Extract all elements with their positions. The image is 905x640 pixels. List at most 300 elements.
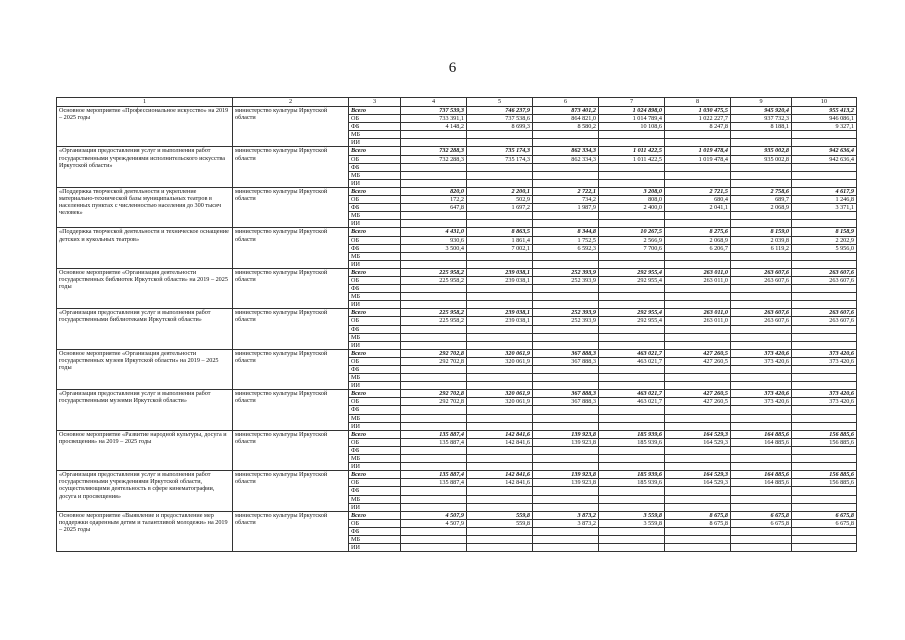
- amount-cell: [599, 455, 665, 463]
- amount-cell: 1 246,8: [792, 196, 857, 204]
- amount-cell: 7 700,6: [599, 244, 665, 252]
- amount-cell: 9 327,1: [792, 123, 857, 131]
- amount-cell: [467, 325, 533, 333]
- amount-cell: [792, 495, 857, 503]
- funding-source: Всего: [349, 147, 401, 155]
- column-header-5: 5: [467, 98, 533, 107]
- amount-cell: 252 393,9: [533, 309, 599, 317]
- amount-cell: 427 260,5: [665, 390, 731, 398]
- funding-source: МБ: [349, 252, 401, 260]
- amount-cell: [401, 382, 467, 390]
- funding-source: МБ: [349, 455, 401, 463]
- amount-cell: 263 011,0: [665, 317, 731, 325]
- amount-cell: [665, 446, 731, 454]
- amount-cell: [792, 139, 857, 147]
- amount-cell: 647,8: [401, 204, 467, 212]
- amount-cell: 135 887,4: [401, 430, 467, 438]
- amount-cell: 156 885,6: [792, 471, 857, 479]
- amount-cell: 864 821,0: [533, 115, 599, 123]
- amount-cell: 10 108,6: [599, 123, 665, 131]
- amount-cell: 3 559,8: [599, 519, 665, 527]
- amount-cell: 263 607,6: [792, 268, 857, 276]
- funding-source: ИИ: [349, 503, 401, 511]
- amount-cell: [731, 487, 792, 495]
- funding-source: ИИ: [349, 139, 401, 147]
- amount-cell: [665, 171, 731, 179]
- amount-cell: [467, 139, 533, 147]
- amount-cell: [599, 139, 665, 147]
- amount-cell: [401, 171, 467, 179]
- amount-cell: [731, 252, 792, 260]
- funding-source: Всего: [349, 349, 401, 357]
- amount-cell: [401, 414, 467, 422]
- amount-cell: 1 024 898,0: [599, 107, 665, 115]
- column-header-6: 6: [533, 98, 599, 107]
- amount-cell: [792, 503, 857, 511]
- funding-source: ИИ: [349, 260, 401, 268]
- amount-cell: 156 885,6: [792, 438, 857, 446]
- amount-cell: [731, 171, 792, 179]
- amount-cell: [467, 487, 533, 495]
- amount-cell: 263 011,0: [665, 276, 731, 284]
- executor-name: министерство культуры Иркутской области: [233, 430, 349, 470]
- amount-cell: [792, 455, 857, 463]
- amount-cell: 292 702,8: [401, 357, 467, 365]
- amount-cell: 8 675,8: [665, 519, 731, 527]
- amount-cell: [467, 171, 533, 179]
- amount-cell: 185 939,6: [599, 479, 665, 487]
- amount-cell: 292 702,8: [401, 398, 467, 406]
- amount-cell: 164 529,3: [665, 471, 731, 479]
- amount-cell: [599, 406, 665, 414]
- executor-name: министерство культуры Иркутской области: [233, 107, 349, 147]
- funding-source: Всего: [349, 107, 401, 115]
- column-header-3: 3: [349, 98, 401, 107]
- funding-source: ФБ: [349, 325, 401, 333]
- amount-cell: 2 202,9: [792, 236, 857, 244]
- amount-cell: 135 887,4: [401, 471, 467, 479]
- table-row: [57, 309, 857, 317]
- amount-cell: 6 675,8: [792, 519, 857, 527]
- amount-cell: [792, 366, 857, 374]
- amount-cell: [533, 463, 599, 471]
- amount-cell: [792, 163, 857, 171]
- funding-source: МБ: [349, 131, 401, 139]
- amount-cell: 1 011 422,5: [599, 147, 665, 155]
- amount-cell: [792, 252, 857, 260]
- amount-cell: [533, 212, 599, 220]
- funding-source: МБ: [349, 535, 401, 543]
- amount-cell: 252 393,9: [533, 317, 599, 325]
- amount-cell: 862 334,3: [533, 155, 599, 163]
- amount-cell: [401, 422, 467, 430]
- amount-cell: [401, 285, 467, 293]
- amount-cell: 156 885,6: [792, 430, 857, 438]
- amount-cell: 8 699,3: [467, 123, 533, 131]
- amount-cell: 862 334,3: [533, 147, 599, 155]
- amount-cell: [665, 163, 731, 171]
- amount-cell: [599, 503, 665, 511]
- amount-cell: [467, 374, 533, 382]
- amount-cell: 955 413,2: [792, 107, 857, 115]
- amount-cell: [599, 325, 665, 333]
- activity-name: «Поддержка творческой деятельности и техническое оснащение детских и кукольных театров»: [57, 228, 233, 268]
- table-row: [57, 187, 857, 195]
- amount-cell: [401, 495, 467, 503]
- funding-source: ОБ: [349, 479, 401, 487]
- amount-cell: 263 607,6: [731, 309, 792, 317]
- amount-cell: 292 702,8: [401, 349, 467, 357]
- amount-cell: [665, 455, 731, 463]
- amount-cell: 239 038,1: [467, 309, 533, 317]
- amount-cell: [731, 544, 792, 552]
- amount-cell: 2 722,1: [533, 187, 599, 195]
- amount-cell: 239 038,1: [467, 317, 533, 325]
- amount-cell: 225 958,2: [401, 309, 467, 317]
- amount-cell: 463 021,7: [599, 398, 665, 406]
- amount-cell: [792, 406, 857, 414]
- amount-cell: [792, 341, 857, 349]
- amount-cell: [731, 422, 792, 430]
- amount-cell: [533, 527, 599, 535]
- amount-cell: [533, 374, 599, 382]
- table-row: [57, 268, 857, 276]
- amount-cell: [731, 446, 792, 454]
- amount-cell: 292 955,4: [599, 309, 665, 317]
- amount-cell: [467, 455, 533, 463]
- amount-cell: [533, 422, 599, 430]
- amount-cell: [792, 446, 857, 454]
- amount-cell: [533, 179, 599, 187]
- amount-cell: [599, 463, 665, 471]
- amount-cell: 5 956,0: [792, 244, 857, 252]
- amount-cell: 2 068,9: [665, 236, 731, 244]
- amount-cell: 164 885,6: [731, 438, 792, 446]
- amount-cell: 8 158,9: [792, 228, 857, 236]
- amount-cell: [599, 487, 665, 495]
- amount-cell: 252 393,9: [533, 276, 599, 284]
- column-header-10: 10: [792, 98, 857, 107]
- amount-cell: 1 011 422,5: [599, 155, 665, 163]
- amount-cell: [467, 285, 533, 293]
- amount-cell: [665, 301, 731, 309]
- amount-cell: [599, 535, 665, 543]
- funding-source: ОБ: [349, 196, 401, 204]
- amount-cell: 945 920,4: [731, 107, 792, 115]
- amount-cell: [533, 446, 599, 454]
- amount-cell: 4 507,9: [401, 519, 467, 527]
- amount-cell: [533, 293, 599, 301]
- funding-source: ИИ: [349, 341, 401, 349]
- amount-cell: 1 030 475,5: [665, 107, 731, 115]
- amount-cell: 263 607,6: [792, 309, 857, 317]
- amount-cell: [533, 406, 599, 414]
- amount-cell: [401, 179, 467, 187]
- amount-cell: [467, 220, 533, 228]
- amount-cell: [665, 463, 731, 471]
- funding-source: ОБ: [349, 115, 401, 123]
- table-row: [57, 349, 857, 357]
- amount-cell: 946 086,1: [792, 115, 857, 123]
- amount-cell: 225 958,2: [401, 317, 467, 325]
- amount-cell: [599, 163, 665, 171]
- amount-cell: [599, 527, 665, 535]
- amount-cell: 463 021,7: [599, 390, 665, 398]
- amount-cell: [665, 131, 731, 139]
- amount-cell: [401, 301, 467, 309]
- funding-source: ФБ: [349, 406, 401, 414]
- amount-cell: [467, 341, 533, 349]
- amount-cell: 820,0: [401, 187, 467, 195]
- amount-cell: 2 758,6: [731, 187, 792, 195]
- amount-cell: [665, 374, 731, 382]
- amount-cell: [665, 220, 731, 228]
- funding-source: ОБ: [349, 276, 401, 284]
- funding-source: ОБ: [349, 236, 401, 244]
- funding-source: ИИ: [349, 463, 401, 471]
- amount-cell: 1 752,5: [533, 236, 599, 244]
- executor-name: министерство культуры Иркутской области: [233, 147, 349, 187]
- amount-cell: [792, 535, 857, 543]
- amount-cell: [467, 503, 533, 511]
- amount-cell: [599, 260, 665, 268]
- amount-cell: 2 041,1: [665, 204, 731, 212]
- amount-cell: [401, 446, 467, 454]
- amount-cell: [792, 285, 857, 293]
- amount-cell: [533, 163, 599, 171]
- amount-cell: [599, 220, 665, 228]
- amount-cell: 6 675,8: [731, 511, 792, 519]
- amount-cell: [792, 382, 857, 390]
- amount-cell: [533, 495, 599, 503]
- amount-cell: [665, 179, 731, 187]
- amount-cell: 164 885,6: [731, 479, 792, 487]
- amount-cell: [792, 220, 857, 228]
- amount-cell: 1 987,9: [533, 204, 599, 212]
- amount-cell: 164 529,3: [665, 438, 731, 446]
- amount-cell: [401, 487, 467, 495]
- funding-source: Всего: [349, 268, 401, 276]
- amount-cell: 139 923,8: [533, 479, 599, 487]
- amount-cell: [467, 414, 533, 422]
- funding-source: ФБ: [349, 123, 401, 131]
- amount-cell: [792, 333, 857, 341]
- amount-cell: 502,9: [467, 196, 533, 204]
- amount-cell: 225 958,2: [401, 268, 467, 276]
- amount-cell: [792, 527, 857, 535]
- amount-cell: 873 401,2: [533, 107, 599, 115]
- amount-cell: [599, 285, 665, 293]
- amount-cell: [599, 422, 665, 430]
- amount-cell: [665, 406, 731, 414]
- amount-cell: [467, 527, 533, 535]
- activity-name: «Организация предоставления услуг и выполнения работ государственными учреждениями исполнительского искусства Иркутской области»: [57, 147, 233, 187]
- amount-cell: [665, 414, 731, 422]
- funding-source: ОБ: [349, 398, 401, 406]
- executor-name: министерство культуры Иркутской области: [233, 309, 349, 349]
- amount-cell: [599, 495, 665, 503]
- amount-cell: [731, 131, 792, 139]
- amount-cell: [533, 139, 599, 147]
- amount-cell: [731, 333, 792, 341]
- funding-source: Всего: [349, 430, 401, 438]
- amount-cell: 930,6: [401, 236, 467, 244]
- amount-cell: 463 021,7: [599, 349, 665, 357]
- amount-cell: 1 019 478,4: [665, 147, 731, 155]
- amount-cell: 225 958,2: [401, 276, 467, 284]
- amount-cell: 164 529,3: [665, 430, 731, 438]
- amount-cell: [665, 212, 731, 220]
- amount-cell: 263 607,6: [792, 317, 857, 325]
- amount-cell: 135 887,4: [401, 438, 467, 446]
- activity-name: Основное мероприятие «Профессиональное искусство» на 2019 – 2025 годы: [57, 107, 233, 147]
- amount-cell: 732 288,3: [401, 155, 467, 163]
- amount-cell: [533, 341, 599, 349]
- amount-cell: [731, 285, 792, 293]
- amount-cell: [599, 341, 665, 349]
- funding-source: Всего: [349, 471, 401, 479]
- amount-cell: 292 702,8: [401, 390, 467, 398]
- column-header-4: 4: [401, 98, 467, 107]
- amount-cell: [599, 414, 665, 422]
- amount-cell: [731, 301, 792, 309]
- amount-cell: 1 861,4: [467, 236, 533, 244]
- amount-cell: 942 636,4: [792, 155, 857, 163]
- amount-cell: [731, 325, 792, 333]
- amount-cell: 8 188,1: [731, 123, 792, 131]
- amount-cell: [731, 374, 792, 382]
- amount-cell: [792, 544, 857, 552]
- amount-cell: [731, 414, 792, 422]
- amount-cell: [467, 406, 533, 414]
- amount-cell: [533, 535, 599, 543]
- amount-cell: [401, 535, 467, 543]
- amount-cell: 320 061,9: [467, 349, 533, 357]
- amount-cell: [599, 252, 665, 260]
- funding-source: МБ: [349, 333, 401, 341]
- amount-cell: [401, 260, 467, 268]
- amount-cell: [533, 325, 599, 333]
- amount-cell: [665, 252, 731, 260]
- amount-cell: 427 260,5: [665, 357, 731, 365]
- amount-cell: [401, 163, 467, 171]
- funding-source: ФБ: [349, 163, 401, 171]
- amount-cell: [665, 325, 731, 333]
- amount-cell: [599, 301, 665, 309]
- amount-cell: 7 002,1: [467, 244, 533, 252]
- amount-cell: [401, 455, 467, 463]
- funding-source: ИИ: [349, 382, 401, 390]
- amount-cell: [467, 333, 533, 341]
- amount-cell: 263 011,0: [665, 309, 731, 317]
- amount-cell: [665, 382, 731, 390]
- amount-cell: [467, 382, 533, 390]
- funding-source: ФБ: [349, 285, 401, 293]
- funding-source: ФБ: [349, 244, 401, 252]
- amount-cell: 292 955,4: [599, 276, 665, 284]
- amount-cell: 3 208,0: [599, 187, 665, 195]
- funding-source: ИИ: [349, 301, 401, 309]
- amount-cell: 142 841,6: [467, 479, 533, 487]
- amount-cell: [731, 495, 792, 503]
- funding-source: ФБ: [349, 446, 401, 454]
- amount-cell: [599, 171, 665, 179]
- amount-cell: [665, 535, 731, 543]
- amount-cell: 320 061,9: [467, 390, 533, 398]
- amount-cell: 463 021,7: [599, 357, 665, 365]
- amount-cell: 292 955,4: [599, 268, 665, 276]
- amount-cell: [467, 260, 533, 268]
- amount-cell: [665, 422, 731, 430]
- amount-cell: [731, 366, 792, 374]
- amount-cell: [401, 293, 467, 301]
- amount-cell: 367 888,3: [533, 398, 599, 406]
- funding-source: Всего: [349, 228, 401, 236]
- amount-cell: [792, 131, 857, 139]
- amount-cell: [665, 293, 731, 301]
- amount-cell: 4 617,9: [792, 187, 857, 195]
- amount-cell: [731, 455, 792, 463]
- amount-cell: 732 288,3: [401, 147, 467, 155]
- amount-cell: 164 885,6: [731, 430, 792, 438]
- amount-cell: 239 038,1: [467, 276, 533, 284]
- amount-cell: [401, 333, 467, 341]
- funding-source: ФБ: [349, 204, 401, 212]
- amount-cell: [731, 293, 792, 301]
- amount-cell: [467, 131, 533, 139]
- funding-source: Всего: [349, 511, 401, 519]
- amount-cell: 164 885,6: [731, 471, 792, 479]
- amount-cell: 373 420,6: [731, 398, 792, 406]
- executor-name: министерство культуры Иркутской области: [233, 268, 349, 308]
- amount-cell: 292 955,4: [599, 317, 665, 325]
- amount-cell: 373 420,6: [731, 357, 792, 365]
- amount-cell: [533, 382, 599, 390]
- executor-name: министерство культуры Иркутской области: [233, 228, 349, 268]
- funding-source: МБ: [349, 495, 401, 503]
- amount-cell: 733 391,1: [401, 115, 467, 123]
- amount-cell: 4 431,0: [401, 228, 467, 236]
- table-row: [57, 147, 857, 155]
- amount-cell: 373 420,6: [731, 390, 792, 398]
- amount-cell: 373 420,6: [792, 390, 857, 398]
- amount-cell: 559,8: [467, 519, 533, 527]
- amount-cell: [731, 220, 792, 228]
- amount-cell: 320 061,9: [467, 398, 533, 406]
- amount-cell: 367 888,3: [533, 357, 599, 365]
- amount-cell: 427 260,5: [665, 398, 731, 406]
- funding-source: ОБ: [349, 357, 401, 365]
- amount-cell: [665, 503, 731, 511]
- amount-cell: 373 420,6: [792, 357, 857, 365]
- amount-cell: 937 732,3: [731, 115, 792, 123]
- amount-cell: [731, 260, 792, 268]
- amount-cell: [665, 260, 731, 268]
- amount-cell: [599, 446, 665, 454]
- amount-cell: [731, 406, 792, 414]
- activity-name: «Организация предоставления услуг и выполнения работ государственными библиотеками Иркутской области»: [57, 309, 233, 349]
- activity-name: «Организация предоставления услуг и выполнения работ государственными учреждениями Иркутской области, осуществляющими деятельность в сфере кинематографии, досуга и просвещения»: [57, 471, 233, 511]
- amount-cell: 8 580,2: [533, 123, 599, 131]
- executor-name: министерство культуры Иркутской области: [233, 187, 349, 227]
- amount-cell: 2 400,0: [599, 204, 665, 212]
- amount-cell: 6 119,2: [731, 244, 792, 252]
- column-header-7: 7: [599, 98, 665, 107]
- amount-cell: 263 607,6: [731, 268, 792, 276]
- amount-cell: 367 888,3: [533, 390, 599, 398]
- amount-cell: [792, 325, 857, 333]
- amount-cell: 3 559,8: [599, 511, 665, 519]
